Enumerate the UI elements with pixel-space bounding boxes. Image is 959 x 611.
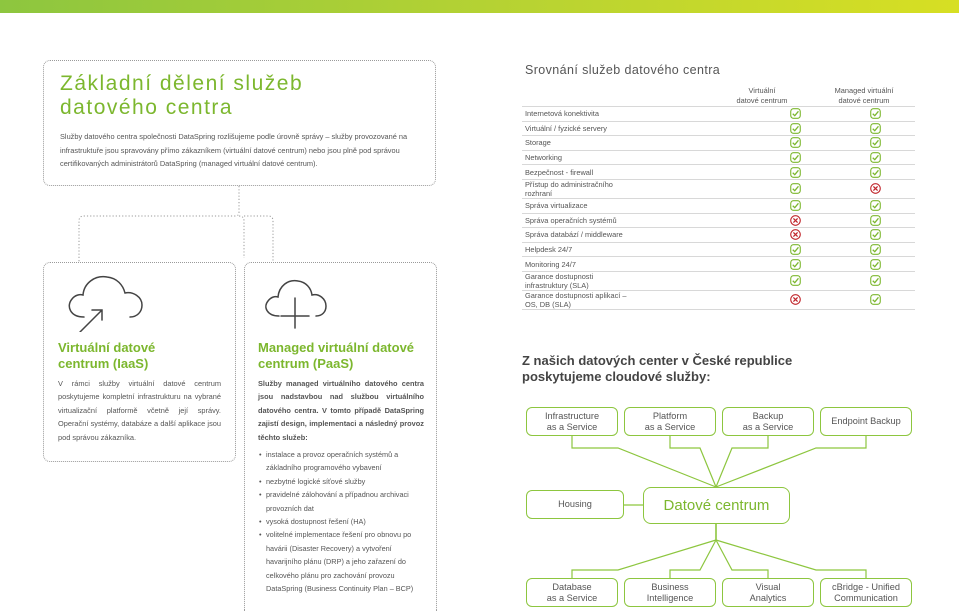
paas-list-item: • instalace a provoz operačních systémů a základního programového vybavení xyxy=(259,448,427,475)
paas-list-item: • pravidelné zálohování a případnou archivaci provozních dat xyxy=(259,488,427,515)
row-label: Garance dostupnosti infrastruktury (SLA) xyxy=(522,271,627,290)
row-label: Monitoring 24/7 xyxy=(522,257,627,272)
row-label: Garance dostupnosti aplikací – OS, DB (SLA) xyxy=(522,290,627,309)
paas-list-item: • nezbytné logické síťové služby xyxy=(259,475,427,488)
page-title: Základní dělení služeb datového centra xyxy=(60,72,304,119)
service-baas[interactable]: Backup as a Service xyxy=(722,407,814,436)
service-dbaas[interactable]: Database as a Service xyxy=(526,578,618,607)
service-cbridge[interactable]: cBridge - Unified Communication xyxy=(820,578,912,607)
service-visual-analytics[interactable]: Visual Analytics xyxy=(722,578,814,607)
paas-list-item: • vysoká dostupnost řešení (HA) xyxy=(259,515,427,528)
row-label: Virtuální / fyzické servery xyxy=(522,121,627,136)
service-endpoint-backup[interactable]: Endpoint Backup xyxy=(820,407,912,436)
row-label: Bezpečnost - firewall xyxy=(522,165,627,180)
row-label: Storage xyxy=(522,136,627,151)
row-label: Helpdesk 24/7 xyxy=(522,242,627,257)
paas-list-item: • volitelné implementace řešení pro obnovu po havárii (Disaster Recovery) a vytvoření havarijního plánu (DRP) a jeho zařazení do celkového plánu pro zachování provozu DataSpring (Business Continuity Plan – BCP) xyxy=(259,528,427,595)
service-iaas[interactable]: Infrastructure as a Service xyxy=(526,407,618,436)
iaas-text: V rámci služby virtuální datové centrum poskytujeme kompletní infrastrukturu na vybrané virtualizační platformě včetně její správy. Operační systémy, databáze a další aplikace jsou pod správou zákazníka. xyxy=(58,379,221,442)
service-bi[interactable]: Business Intelligence xyxy=(624,578,716,607)
comparison-title: Srovnání služeb datového centra xyxy=(525,63,721,77)
row-label: Internetová konektivita xyxy=(522,107,627,122)
service-housing[interactable]: Housing xyxy=(526,490,624,519)
iaas-title: Virtuální datové centrum (IaaS) xyxy=(58,340,156,371)
row-label: Přístup do administračního rozhraní xyxy=(522,179,627,198)
paas-title: Managed virtuální datové centrum (PaaS) xyxy=(258,340,415,371)
cloud-heading: Z našich datových center v České republice poskytujeme cloudové služby: xyxy=(522,353,793,384)
column-header-managed: Managed virtuální datové centrum xyxy=(834,86,894,105)
service-paas[interactable]: Platform as a Service xyxy=(624,407,716,436)
paas-intro: Služby managed virtuálního datového centra jsou nadstavbou nad službou virtuálního datového centra. V tomto případě DataSpring zajistí design, implementaci a následný provoz těchto služeb: xyxy=(258,379,424,442)
hub-datove-centrum[interactable]: Datové centrum xyxy=(643,487,790,524)
row-label: Správa virtualizace xyxy=(522,198,627,213)
intro-text: Služby datového centra společnosti DataSpring rozlišujeme podle úrovně správy – služby provozované na infrastruktuře jsou spravovány přímo zákazníkem (virtuální datové centrum) nebo jsou plně pod správou certifikovaných administrátorů DataSpring (managed virtuální datové centrum). xyxy=(60,132,408,169)
row-label: Správa databází / middleware xyxy=(522,228,627,243)
row-label: Networking xyxy=(522,150,627,165)
row-label: Správa operačních systémů xyxy=(522,213,627,228)
column-header-virtual: Virtuální datové centrum xyxy=(736,86,788,105)
